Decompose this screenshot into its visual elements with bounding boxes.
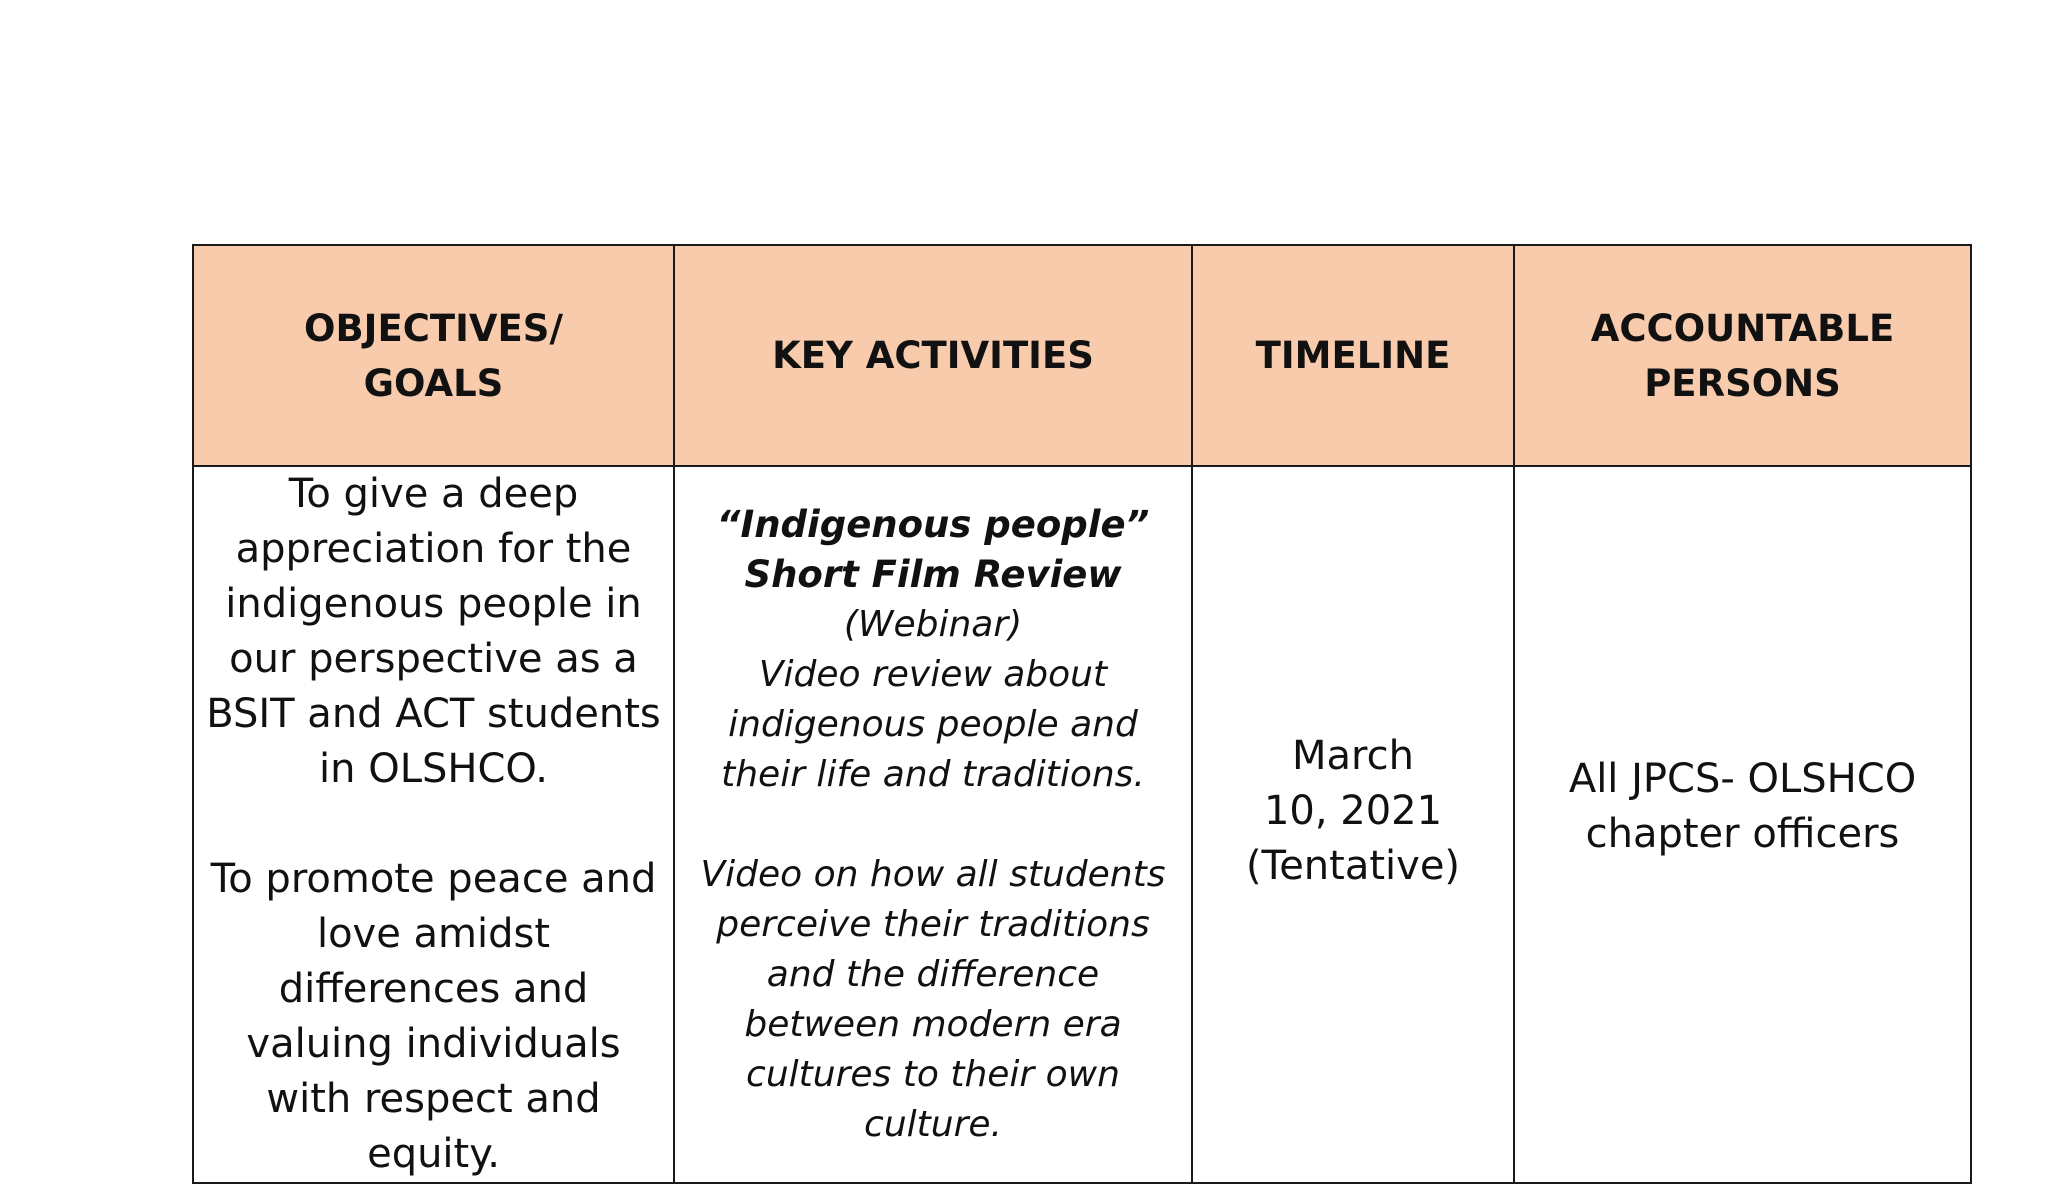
header-objectives-line2: GOALS [363, 361, 504, 405]
timeline-line1: March [1292, 733, 1414, 779]
persons-text: All JPCS- OLSHCO chapter officers [1568, 755, 1917, 857]
header-persons [1514, 245, 1971, 466]
goal-2: To promote peace and love amidst differences and valuing individuals with respect and equity. [210, 856, 657, 1177]
header-objectives-line1: OBJECTIVES/ [304, 306, 563, 350]
goal-1: To give a deep appreciation for the indigenous people in our perspective as a BSIT and ACT students in OLSHCO. [206, 471, 661, 792]
activity-format: (Webinar) [843, 603, 1023, 645]
activity-title: “Indigenous people” Short Film Review [716, 502, 1150, 596]
timeline-cell [1192, 466, 1514, 1183]
timeline-text [1203, 729, 1503, 894]
timeline-line3: (Tentative) [1245, 843, 1461, 889]
objectives-cell [193, 466, 674, 1183]
header-timeline: TIMELINE [1192, 245, 1514, 466]
persons-cell [1514, 466, 1971, 1183]
timeline-line2: 10, 2021 [1263, 788, 1443, 834]
header-persons-line2: PERSONS [1644, 361, 1841, 405]
activities-cell [674, 466, 1192, 1183]
activity-description-2: Video on how all students perceive their traditions and the difference between modern era cultures to their own culture. [700, 853, 1166, 1145]
action-plan-table [192, 244, 1972, 1184]
header-row [193, 245, 1971, 466]
header-activities: KEY ACTIVITIES [674, 245, 1192, 466]
table-row [193, 466, 1971, 1183]
activity-description-1: Video review about indigenous people and their life and traditions. [721, 653, 1145, 795]
header-persons-line1: ACCOUNTABLE [1590, 306, 1895, 350]
header-objectives [193, 245, 674, 466]
